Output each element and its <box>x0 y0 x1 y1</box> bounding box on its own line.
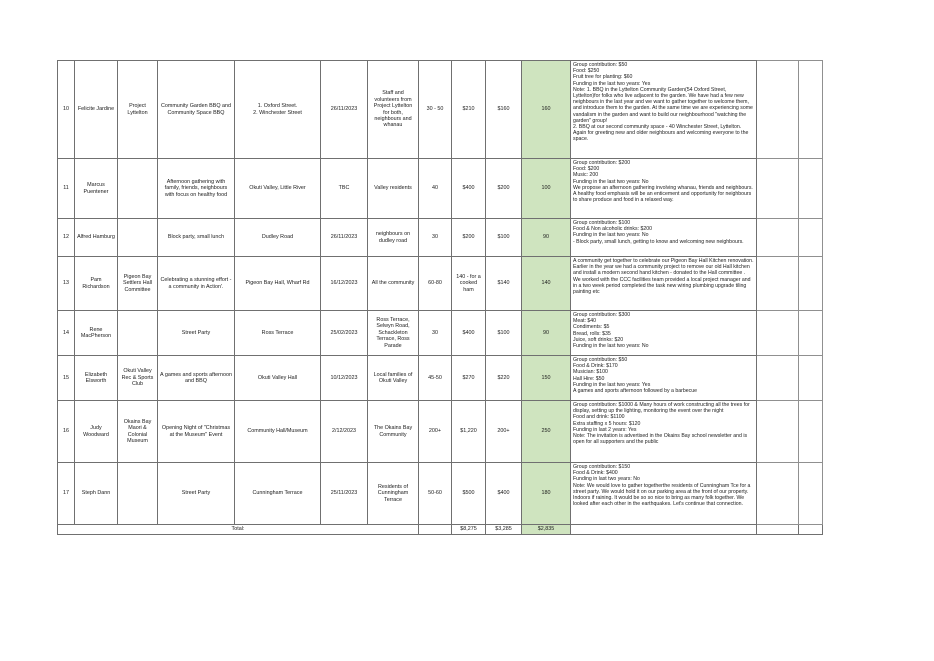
organisation <box>118 219 158 257</box>
table-row <box>58 219 823 257</box>
attendee-numbers: 30 <box>419 219 452 257</box>
note-line: Juice, soft drinks: $20 <box>573 336 624 343</box>
applicant-name: Alfred Hamburg <box>75 219 118 257</box>
event-location: Cunningham Terrace <box>235 463 321 525</box>
note-line: We propose an afternoon gathering involving whanau, friends and neighbours. A healthy food emphasis will be an enticement and opportunity for neighbours to share produce and food in a relaxed way. <box>573 184 753 204</box>
event-description: A games and sports afternoon and BBQ <box>158 356 235 401</box>
attendee-numbers: 40 <box>419 159 452 219</box>
note-line: Funding in the last two years: No <box>573 343 649 350</box>
applicant-name: Elizabeth Elsworth <box>75 356 118 401</box>
approved-amount: 150 <box>522 356 571 401</box>
event-location: Okuti Valley, Little River <box>235 159 321 219</box>
event-location: Dudley Road <box>235 219 321 257</box>
table-row <box>58 401 823 463</box>
amount-requested: $400 <box>452 311 486 356</box>
audience: Staff and volunteers from Project Lyttelton for both, neighbours and whanau <box>368 61 419 159</box>
note-line: Food: $250 <box>573 68 600 75</box>
blank-cell <box>799 61 823 159</box>
note-line: Funding in the last two years: No <box>573 178 649 185</box>
amount-requested: $1,220 <box>452 401 486 463</box>
blank-cell <box>799 257 823 311</box>
event-date: 25/11/2023 <box>321 463 368 525</box>
blank-cell <box>757 219 799 257</box>
attendee-numbers: 30 - 50 <box>419 61 452 159</box>
note-line: Funding in last two years: No <box>573 476 640 483</box>
blank-cell <box>757 401 799 463</box>
note-line: Food & Non alcoholic drinks: $200 <box>573 226 653 233</box>
approved-amount: 160 <box>522 61 571 159</box>
blank-cell <box>799 356 823 401</box>
note-line: Meat: $40 <box>573 318 597 325</box>
note-line: Group contribution: $50 <box>573 357 628 363</box>
notes-cell <box>571 61 757 159</box>
event-location: Okuti Valley Hall <box>235 356 321 401</box>
audience: neighbours on dudley road <box>368 219 419 257</box>
amount-requested: $400 <box>452 159 486 219</box>
funding-table <box>57 60 823 535</box>
event-description: Block party, small lunch <box>158 219 235 257</box>
approved-amount: 140 <box>522 257 571 311</box>
event-description: Afternoon gathering with family, friends, neighbours with focus on healthy food <box>158 159 235 219</box>
blank-cell <box>799 525 823 535</box>
notes-cell <box>571 159 757 219</box>
note-line: Music: 200 <box>573 172 599 179</box>
table-row <box>58 159 823 219</box>
note-line: Note: The invitation is advertised in the Okains Bay school newsletter and is open for all supporters and the public <box>573 433 748 446</box>
note-line: Group contribution: $300 <box>573 312 631 318</box>
applicant-name: Felicite Jardine <box>75 61 118 159</box>
budget-amount: $400 <box>486 463 522 525</box>
note-line: Funding in the last two years: Yes <box>573 381 651 388</box>
applicant-name: Rene MacPherson <box>75 311 118 356</box>
note-line: Extra staffing x 5 hours: $120 <box>573 420 641 427</box>
event-date: 16/12/2023 <box>321 257 368 311</box>
applicant-name: Marcus Puentener <box>75 159 118 219</box>
table-row <box>58 257 823 311</box>
row-number: 10 <box>58 61 75 159</box>
event-date: TBC <box>321 159 368 219</box>
event-location: Community Hall/Museum <box>235 401 321 463</box>
row-number: 17 <box>58 463 75 525</box>
blank-cell <box>799 159 823 219</box>
note-line: A community get together to celebrate our Pigeon Bay Hall Kitchen renovation. <box>573 258 754 264</box>
event-location: 1. Oxford Street. 2. Winchester Street <box>235 61 321 159</box>
organisation: Okains Bay Maori & Colonial Museum <box>118 401 158 463</box>
note-line: Food & Drink: $170 <box>573 363 618 370</box>
notes-cell <box>571 219 757 257</box>
approved-amount: 90 <box>522 219 571 257</box>
event-description: Opening Night of "Christmas at the Museum" Event <box>158 401 235 463</box>
note-line: Fruit tree for planting: $60 <box>573 74 633 81</box>
note-line: Funding in last 2 years: Yes <box>573 426 637 433</box>
table-row <box>58 356 823 401</box>
blank-cell <box>757 257 799 311</box>
amount-requested: $500 <box>452 463 486 525</box>
applicant-name: Pam Richardson <box>75 257 118 311</box>
approved-amount: 90 <box>522 311 571 356</box>
attendee-numbers: 45-50 <box>419 356 452 401</box>
attendee-numbers: 200+ <box>419 401 452 463</box>
total-empty <box>419 525 452 535</box>
note-line: Hall Hire: $50 <box>573 375 605 382</box>
note-line: Group contribution: $100 <box>573 220 631 226</box>
note-line: Funding in the last two years: Yes <box>573 80 651 87</box>
audience: The Okains Bay Community <box>368 401 419 463</box>
budget-amount: $140 <box>486 257 522 311</box>
audience: Ross Terrace, Selwyn Road, Schackleton Terrace, Ross Parade <box>368 311 419 356</box>
amount-requested: $270 <box>452 356 486 401</box>
event-location: Ross Terrace <box>235 311 321 356</box>
attendee-numbers: 30 <box>419 311 452 356</box>
note-line: Food: $200 <box>573 166 600 173</box>
approved-amount: 180 <box>522 463 571 525</box>
organisation: Okuti Valley Rec & Sports Club <box>118 356 158 401</box>
note-line: 2. BBQ at our second community space - 40 Winchester Street, Lyttelton. Again for greeting new and older neighbours and welcoming everyone to the space. <box>573 124 749 143</box>
event-date: 26/11/2023 <box>321 219 368 257</box>
blank-cell <box>799 463 823 525</box>
amount-requested: $200 <box>452 219 486 257</box>
notes-cell <box>571 401 757 463</box>
blank-cell <box>757 463 799 525</box>
attendee-numbers: 60-80 <box>419 257 452 311</box>
note-line: Bread, rolls: $35 <box>573 330 611 337</box>
blank-cell <box>571 525 757 535</box>
budget-amount: 200+ <box>486 401 522 463</box>
note-line: Food and drink: $1100 <box>573 414 625 421</box>
note-line: Condiments: $5 <box>573 324 610 331</box>
table-row <box>58 463 823 525</box>
organisation <box>118 311 158 356</box>
table-row <box>58 311 823 356</box>
notes-cell <box>571 311 757 356</box>
note-line: A games and sports afternoon followed by a barbecue <box>573 388 698 395</box>
blank-cell <box>757 311 799 356</box>
row-number: 14 <box>58 311 75 356</box>
event-date: 10/12/2023 <box>321 356 368 401</box>
approved-amount: 100 <box>522 159 571 219</box>
budget-amount: $220 <box>486 356 522 401</box>
notes-cell <box>571 257 757 311</box>
blank-cell <box>757 159 799 219</box>
attendee-numbers: 50-60 <box>419 463 452 525</box>
total-label: Total: <box>58 525 419 535</box>
audience: Valley residents <box>368 159 419 219</box>
blank-cell <box>757 61 799 159</box>
totals-row <box>58 525 823 535</box>
note-line: Funding in the last two years: No <box>573 232 649 239</box>
blank-cell <box>799 311 823 356</box>
applicant-name: Steph Dann <box>75 463 118 525</box>
approved-amount: 250 <box>522 401 571 463</box>
audience: Local families of Okuti Valley <box>368 356 419 401</box>
event-location: Pigeon Bay Hall, Wharf Rd <box>235 257 321 311</box>
row-number: 11 <box>58 159 75 219</box>
note-line: - Block party, small lunch, getting to know and welcoming new neighbours. <box>573 238 744 245</box>
organisation <box>118 463 158 525</box>
table-row <box>58 61 823 159</box>
notes-cell <box>571 356 757 401</box>
event-description: Street Party <box>158 311 235 356</box>
budget-amount: $200 <box>486 159 522 219</box>
event-description: Street Party <box>158 463 235 525</box>
note-line: Note: 1. BBQ in the Lyttelton Community Garden(54 Oxford Street, Lyttelton)for folks who live adjacent to the garden. We have had a few new neighbours in the last year and we want to gather together to welcome them, and introduce them to the garden. At the same time we are experiencing some vandalism in the garden and want to build our neighbourhood "watching the garden" group! <box>573 86 753 124</box>
note-line: Group contribution: $200 <box>573 160 631 166</box>
event-date: 26/11/2023 <box>321 61 368 159</box>
row-number: 13 <box>58 257 75 311</box>
total-budget: $3,285 <box>486 525 522 535</box>
total-approved: $2,835 <box>522 525 571 535</box>
organisation <box>118 159 158 219</box>
organisation: Pigeon Bay Settlers Hall Committee <box>118 257 158 311</box>
note-line: Note: We would love to gather togetherthe residents of Cunningham Tce for a street party. We would hold it on our parking area at the front of our property. Indoors if raining. It would be so so nice to bring as many folk together. We looked after each other in the earthquakes. Let's continue that connection. <box>573 482 751 508</box>
note-line: Group contribution: $50 <box>573 62 628 68</box>
blank-cell <box>757 525 799 535</box>
row-number: 16 <box>58 401 75 463</box>
event-description: Community Garden BBQ and Community Space BBQ <box>158 61 235 159</box>
total-requested: $8,275 <box>452 525 486 535</box>
budget-amount: $160 <box>486 61 522 159</box>
budget-amount: $100 <box>486 219 522 257</box>
budget-amount: $100 <box>486 311 522 356</box>
note-line: Group contribution: $1000 & Many hours of work constructing all the trees for display, setting up the lighting, monitoring the event over the night <box>573 402 750 415</box>
amount-requested: $210 <box>452 61 486 159</box>
notes-cell <box>571 463 757 525</box>
note-line: Musician: $100 <box>573 369 608 376</box>
audience: Residents of Cunningham Terrace <box>368 463 419 525</box>
audience: All the community <box>368 257 419 311</box>
note-line: Earlier in the year we had a community project to remove our old Hall kitchen and install a modern second hand kitchen - donated to the Hall committee . We worked with the CCC facilities team provided a local project manager and in a two week period completed the task new wiring plumbing upgrade tiling painting etc <box>573 264 751 296</box>
blank-cell <box>799 219 823 257</box>
event-description: Celebrating a stunning effort - a community in Action'. <box>158 257 235 311</box>
event-date: 2/12/2023 <box>321 401 368 463</box>
note-line: Group contribution: $150 <box>573 464 631 470</box>
row-number: 15 <box>58 356 75 401</box>
applicant-name: Judy Woodward <box>75 401 118 463</box>
blank-cell <box>799 401 823 463</box>
event-date: 25/02/2023 <box>321 311 368 356</box>
row-number: 12 <box>58 219 75 257</box>
note-line: Food & Drink: $400 <box>573 470 618 477</box>
amount-requested: 140 - for a cooked ham <box>452 257 486 311</box>
blank-cell <box>757 356 799 401</box>
organisation: Project Lyttelton <box>118 61 158 159</box>
